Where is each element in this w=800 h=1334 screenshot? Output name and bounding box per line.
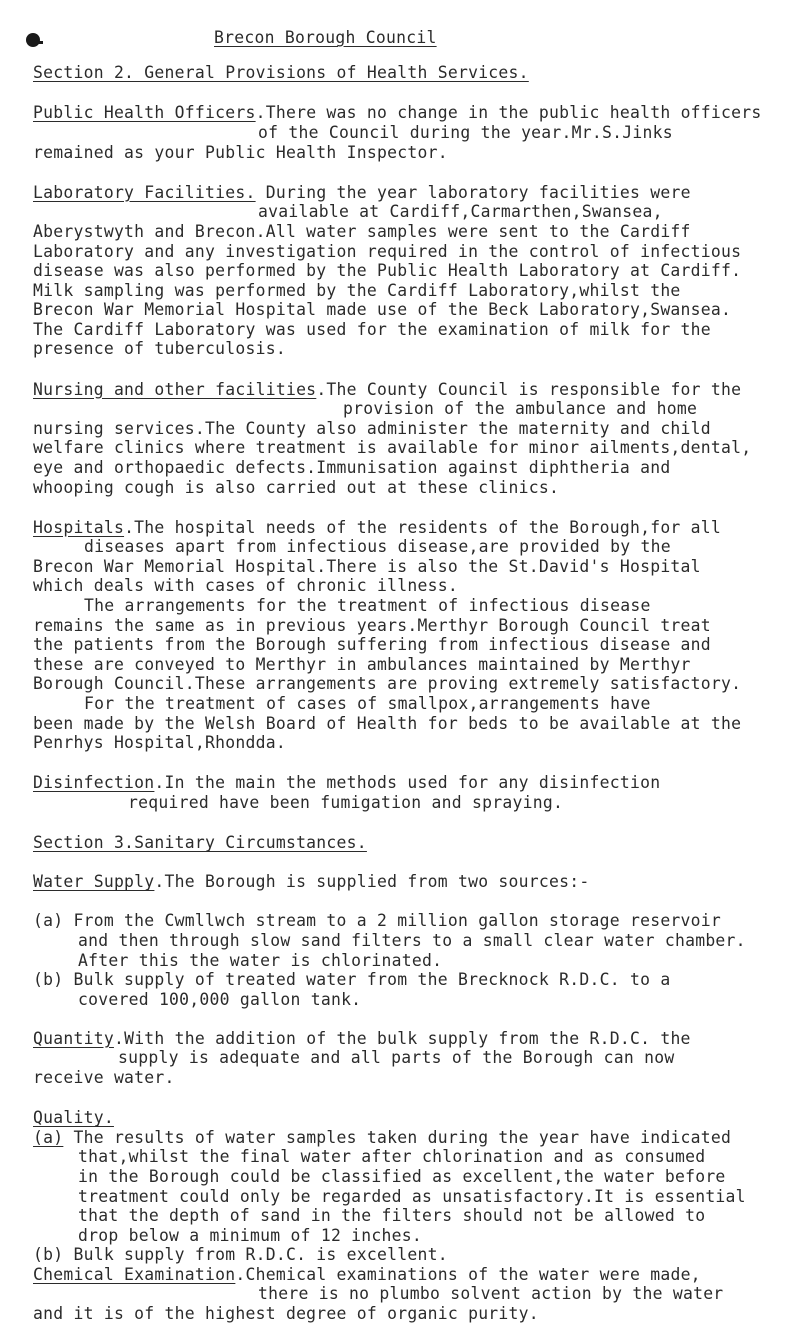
- paragraph-line: of the Council during the year.Mr.S.Jinks: [258, 123, 673, 142]
- paragraph-line: [33, 872, 800, 892]
- paragraph-line: remains the same as in previous years.Merthyr Borough Council treat: [33, 615, 711, 635]
- text-run: During the year laboratory facilities were: [255, 182, 691, 202]
- section-3-heading: Section 3.Sanitary Circumstances.: [33, 833, 367, 852]
- paragraph-line: eye and orthopaedic defects.Immunisation against diphtheria and: [33, 457, 671, 477]
- paragraph-line: been made by the Welsh Board of Health for beds to be available at the: [33, 713, 742, 733]
- text-run: .The hospital needs of the residents of the Borough,for all: [124, 517, 722, 537]
- list-item-line: After this the water is chlorinated.: [78, 950, 443, 970]
- list-item-line: (b) Bulk supply of treated water from the Brecknock R.D.C. to a: [33, 970, 671, 990]
- paragraph-line: Brecon War Memorial Hospital.There is also the St.David's Hospital: [33, 556, 701, 576]
- chemical-examination-heading: Chemical Examination: [33, 1264, 236, 1284]
- list-item-line: covered 100,000 gallon tank.: [78, 989, 362, 1009]
- bullet-tail-mark: [38, 41, 43, 44]
- paragraph-line: supply is adequate and all parts of the Borough can now: [118, 1048, 675, 1068]
- paragraph-line: The arrangements for the treatment of infectious disease: [84, 596, 651, 615]
- paragraph-line: available at Cardiff,Carmarthen,Swansea,: [258, 202, 663, 222]
- text-run: .With the addition of the bulk supply from the R.D.C. the: [113, 1028, 691, 1048]
- paragraph-line: which deals with cases of chronic illness.: [33, 576, 458, 596]
- paragraph-line: Borough Council.These arrangements are proving extremely satisfactory.: [33, 674, 742, 694]
- paragraph-line: remained as your Public Health Inspector.: [33, 142, 448, 162]
- paragraph-line: there is no plumbo solvent action by the water: [258, 1284, 724, 1304]
- quantity-heading: Quantity: [33, 1028, 114, 1048]
- paragraph-line: Aberystwyth and Brecon.All water samples were sent to the Cardiff: [33, 221, 691, 241]
- list-item-line: that the depth of sand in the filters should not be allowed to: [78, 1206, 706, 1226]
- bullet-mark-icon: [26, 33, 40, 47]
- text-run: .In the main the methods used for any disinfection: [154, 773, 661, 793]
- paragraph-line: [33, 103, 800, 123]
- list-item-line: [33, 1128, 800, 1148]
- text-run: .Chemical examinations of the water were made,: [235, 1264, 701, 1284]
- paragraph-line: [33, 1029, 800, 1049]
- paragraph-line: receive water.: [33, 1068, 175, 1087]
- hospitals-heading: Hospitals: [33, 517, 125, 537]
- text-run: The results of water samples taken during the year have indicated: [63, 1127, 732, 1147]
- paragraph-line: For the treatment of cases of smallpox,arrangements have: [84, 693, 651, 713]
- paragraph-line: Laboratory and any investigation required in the control of infectious: [33, 241, 742, 261]
- paragraph-line: Brecon War Memorial Hospital made use of the Beck Laboratory,Swansea.: [33, 300, 732, 320]
- text-run: .There was no change in the public health officers: [255, 103, 762, 123]
- paragraph-line: [33, 380, 800, 400]
- list-item-line: in the Borough could be classified as excellent,the water before: [78, 1166, 726, 1186]
- paragraph-line: whooping cough is also carried out at these clinics.: [33, 477, 560, 497]
- paragraph-line: Penrhys Hospital,Rhondda.: [33, 733, 286, 753]
- paragraph-line: [33, 1265, 800, 1285]
- water-supply-heading: Water Supply: [33, 872, 155, 892]
- paragraph-line: Milk sampling was performed by the Cardiff Laboratory,whilst the: [33, 280, 681, 300]
- text-run: .The County Council is responsible for the: [316, 379, 742, 399]
- nursing-facilities-heading: Nursing and other facilities: [33, 379, 317, 399]
- paragraph-line: nursing services.The County also administer the maternity and child: [33, 418, 711, 438]
- laboratory-facilities-heading: Laboratory Facilities.: [33, 182, 256, 202]
- quality-a-marker: (a): [33, 1127, 64, 1147]
- list-item-line: drop below a minimum of 12 inches.: [78, 1225, 423, 1245]
- text-run: .The Borough is supplied from two sources:-: [154, 872, 590, 892]
- section-2-heading: Section 2. General Provisions of Health Services.: [33, 63, 529, 83]
- page-header-title: Brecon Borough Council: [214, 28, 437, 47]
- paragraph-line: these are conveyed to Merthyr in ambulances maintained by Merthyr: [33, 654, 691, 674]
- paragraph-line: presence of tuberculosis.: [33, 339, 286, 359]
- list-item-line: that,whilst the final water after chlorination and as consumed: [78, 1147, 706, 1167]
- paragraph-line: required have been fumigation and spraying.: [128, 792, 564, 812]
- paragraph-line: The Cardiff Laboratory was used for the examination of milk for the: [33, 319, 711, 339]
- paragraph-line: disease was also performed by the Public Health Laboratory at Cardiff.: [33, 261, 742, 281]
- quality-heading: Quality.: [33, 1108, 114, 1128]
- list-item-line: treatment could only be regarded as unsatisfactory.It is essential: [78, 1186, 746, 1206]
- list-item-line: (b) Bulk supply from R.D.C. is excellent.: [33, 1245, 448, 1265]
- public-health-officers-heading: Public Health Officers: [33, 103, 256, 123]
- paragraph-line: diseases apart from infectious disease,are provided by the: [84, 537, 671, 557]
- list-item-line: and then through slow sand filters to a small clear water chamber.: [78, 930, 746, 950]
- paragraph-line: the patients from the Borough suffering from infectious disease and: [33, 635, 711, 655]
- list-item-line: (a) From the Cwmllwch stream to a 2 million gallon storage reservoir: [33, 911, 722, 931]
- paragraph-line: welfare clinics where treatment is available for minor ailments,dental,: [33, 438, 752, 458]
- disinfection-heading: Disinfection: [33, 773, 155, 793]
- paragraph-line: provision of the ambulance and home: [343, 399, 698, 419]
- paragraph-line: [33, 183, 800, 203]
- paragraph-line: [33, 518, 800, 538]
- paragraph-line: and it is of the highest degree of organic purity.: [33, 1304, 539, 1323]
- paragraph-line: [33, 773, 800, 793]
